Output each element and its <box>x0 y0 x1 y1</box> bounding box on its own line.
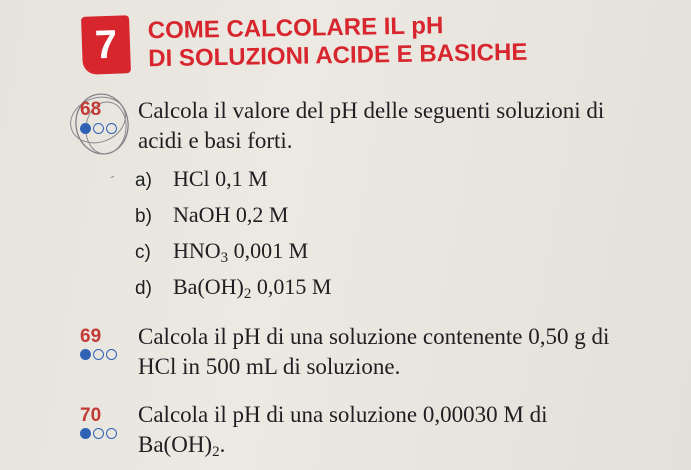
item-text <box>173 274 331 300</box>
formula-subscript: 3 <box>220 250 229 266</box>
difficulty-dots <box>80 349 117 360</box>
difficulty-dot-filled <box>80 349 91 360</box>
item-letter: b) <box>135 206 152 227</box>
section-title-line2: DI SOLUZIONI ACIDE E BASICHE <box>148 38 528 73</box>
formula-base: Ba(OH) <box>173 274 244 299</box>
difficulty-dots <box>80 428 117 439</box>
exercise-number: 68 <box>80 99 102 120</box>
formula-base: Ba(OH) <box>138 432 213 457</box>
exercise-text <box>138 322 609 382</box>
difficulty-dot-empty <box>93 349 104 360</box>
section-number-badge: 7 <box>81 15 131 75</box>
item-text <box>173 238 308 264</box>
exercise-text <box>138 96 604 156</box>
difficulty-dot-empty <box>106 349 117 360</box>
item-text: NaOH 0,2 M <box>173 202 289 227</box>
difficulty-dot-empty <box>106 428 117 439</box>
exercise-text-line: Calcola il valore del pH delle seguenti soluzioni di <box>138 98 605 123</box>
difficulty-dot-filled <box>80 428 91 439</box>
exercise-text-line: Calcola il pH di una soluzione contenente 0,50 g di <box>138 324 610 349</box>
exercise-number: 69 <box>80 326 102 347</box>
difficulty-dot-filled <box>80 123 91 134</box>
difficulty-dot-empty <box>93 123 104 134</box>
difficulty-dots <box>80 123 117 134</box>
formula-rest: 0,015 M <box>251 274 332 299</box>
formula-subscript: 2 <box>212 444 220 460</box>
item-letter: c) <box>135 242 151 263</box>
section-title-line1: COME CALCOLARE IL pH <box>147 12 444 45</box>
list-item <box>135 202 289 228</box>
list-item <box>135 166 268 192</box>
formula-rest: 0,001 M <box>228 238 309 263</box>
difficulty-dot-empty <box>93 428 104 439</box>
difficulty-dot-empty <box>106 123 117 134</box>
item-letter: a) <box>135 170 152 191</box>
exercise-text-line: acidi e basi forti. <box>138 128 293 153</box>
exercise-text-line <box>138 430 547 460</box>
exercise-number: 70 <box>80 405 102 426</box>
formula-base: HNO <box>173 238 221 263</box>
formula-rest: . <box>219 432 226 457</box>
formula-subscript: 2 <box>243 286 252 302</box>
section-title <box>148 11 528 74</box>
exercise-text <box>138 400 547 460</box>
exercise-text-line: HCl in 500 mL di soluzione. <box>138 354 401 379</box>
list-item <box>135 274 331 300</box>
item-letter: d) <box>135 278 152 299</box>
list-item <box>135 238 308 264</box>
exercise-text-line: Calcola il pH di una soluzione 0,00030 M di <box>138 402 548 427</box>
item-text: HCl 0,1 M <box>173 166 268 191</box>
